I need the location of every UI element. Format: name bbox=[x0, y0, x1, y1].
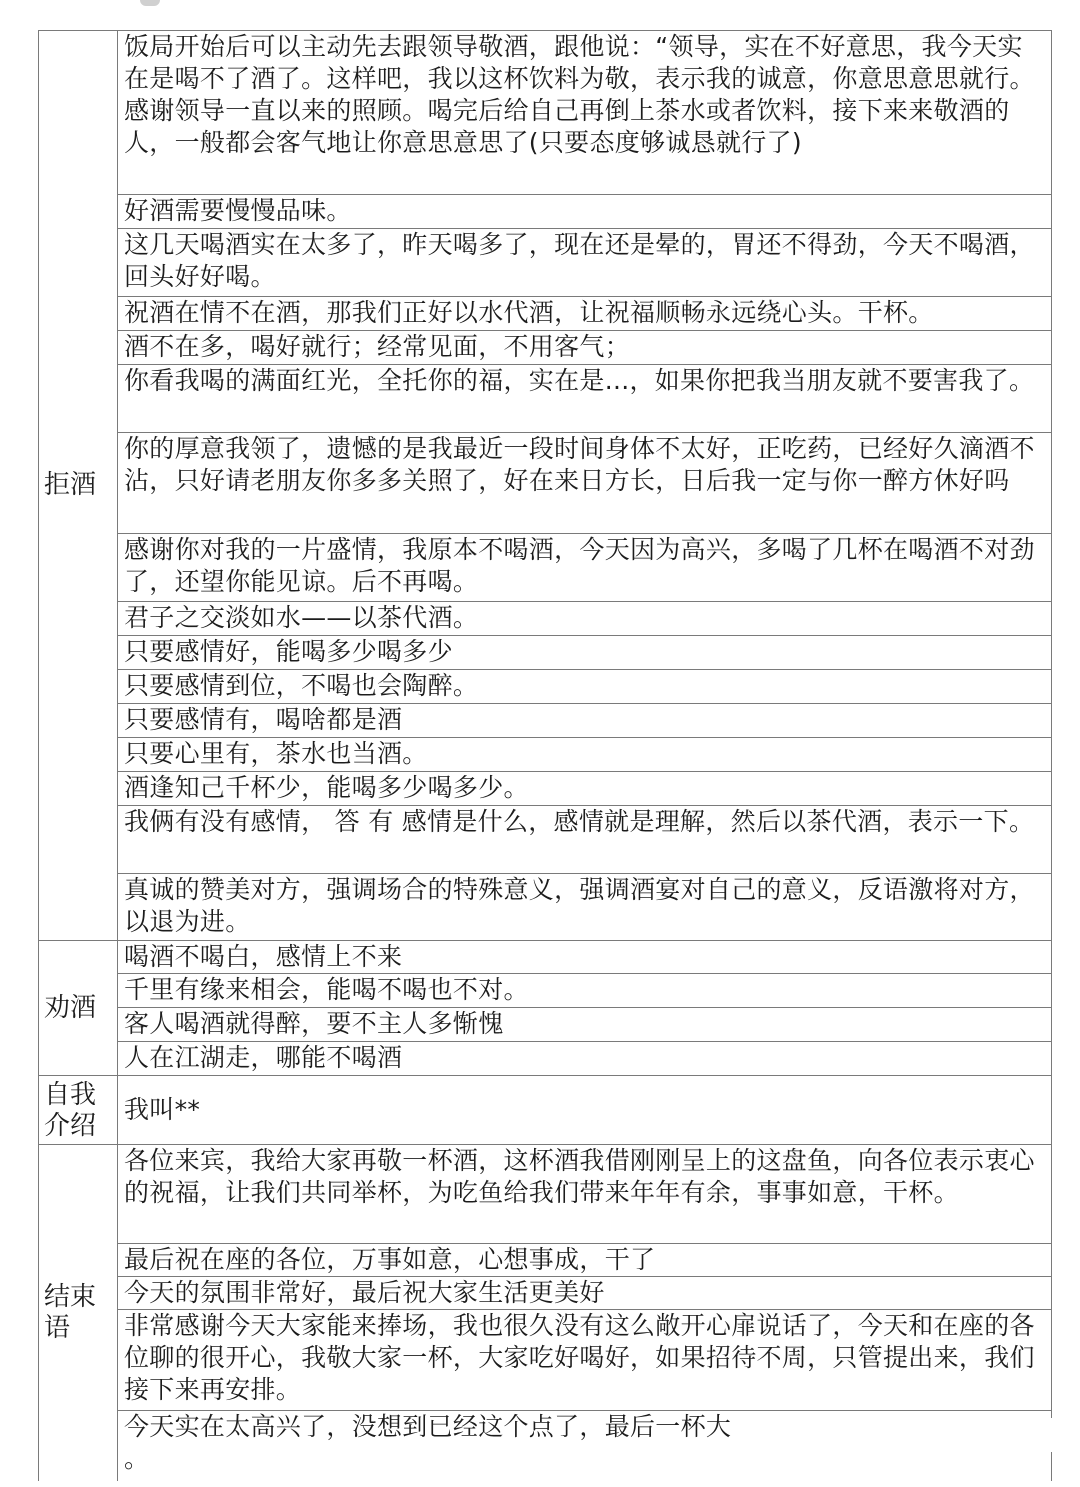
table-row[interactable]: 饭局开始后可以主动先去跟领导敬酒，跟他说：“领导，实在不好意思，我今天实在是喝不了酒了。这样吧，我以这杯饮料为敬，表示我的诚意，你意思意思就行。感谢领导一直以来的照顾。喝完后给自己再倒上茶水或者饮料，接下来来敬酒的人，一般都会客气地让你意思意思了(只要态度够诚恳就行了) bbox=[124, 32, 1035, 157]
table-row[interactable]: 祝酒在情不在酒，那我们正好以水代酒，让祝福顺畅永远绕心头。干杯。 bbox=[118, 296, 1051, 330]
table-row[interactable]: 非常感谢今天大家能来捧场，我也很久没有这么敞开心扉说话了，今天和在座的各位聊的很开心，我敬大家一杯，大家吃好喝好，如果招待不周，只管提出来，我们接下来再安排。 bbox=[118, 1309, 1051, 1410]
category-cell[interactable]: 拒酒 bbox=[39, 31, 118, 940]
group-urge-drink bbox=[39, 940, 1051, 1075]
table-row[interactable]: 酒逢知己千杯少，能喝多少喝多少。 bbox=[118, 771, 1051, 805]
table-row[interactable]: 我俩有没有感情， 答 有 感情是什么，感情就是理解，然后以茶代酒，表示一下。 bbox=[118, 805, 1051, 873]
table-row[interactable]: 只要感情有，喝啥都是酒 bbox=[118, 703, 1051, 737]
table-row[interactable]: 人在江湖走，哪能不喝酒 bbox=[118, 1041, 1051, 1075]
table-row[interactable]: 这几天喝酒实在太多了，昨天喝多了，现在还是晕的，胃还不得劲，今天不喝酒，回头好好喝。 bbox=[118, 228, 1051, 296]
table-row[interactable]: 真诚的赞美对方，强调场合的特殊意义，强调酒宴对自己的意义，反语激将对方，以退为进。 bbox=[118, 873, 1051, 940]
table-row[interactable]: 酒不在多，喝好就行；经常见面，不用客气； bbox=[118, 330, 1051, 364]
table-row[interactable]: 千里有缘来相会，能喝不喝也不对。 bbox=[118, 973, 1051, 1007]
group-rows bbox=[118, 941, 1051, 1075]
table-row[interactable]: 今天的氛围非常好，最后祝大家生活更美好 bbox=[118, 1276, 1051, 1309]
table-row[interactable]: 最后祝在座的各位，万事如意，心想事成，干了 bbox=[118, 1243, 1051, 1276]
table-row[interactable]: 感谢你对我的一片盛情，我原本不喝酒，今天因为高兴，多喝了几杯在喝酒不对劲了，还望你能见谅。后不再喝。 bbox=[118, 533, 1051, 601]
top-edge-mark bbox=[140, 0, 160, 6]
blurred-text-overlay bbox=[760, 1418, 1060, 1452]
group-self-intro bbox=[39, 1075, 1051, 1144]
category-cell[interactable]: 结束语 bbox=[39, 1145, 118, 1481]
table-row[interactable]: 喝酒不喝白，感情上不来 bbox=[124, 942, 403, 971]
group-refuse-drink bbox=[39, 30, 1051, 940]
table-row[interactable]: 今天实在太高兴了，没想到已经这个点了，最后一杯大 。 bbox=[118, 1410, 1051, 1481]
table-row[interactable]: 我叫** bbox=[124, 1095, 201, 1124]
group-rows bbox=[118, 1076, 1051, 1144]
table-row[interactable]: 客人喝酒就得醉，要不主人多惭愧 bbox=[118, 1007, 1051, 1041]
group-rows bbox=[118, 31, 1051, 940]
table-row[interactable]: 只要感情到位，不喝也会陶醉。 bbox=[118, 669, 1051, 703]
table-row[interactable]: 君子之交淡如水——以茶代酒。 bbox=[118, 601, 1051, 635]
table-row[interactable]: 只要感情好，能喝多少喝多少 bbox=[118, 635, 1051, 669]
table-row[interactable]: 你的厚意我领了，遗憾的是我最近一段时间身体不太好，正吃药，已经好久滴酒不沾，只好请老朋友你多多关照了，好在来日方长，日后我一定与你一醉方休好吗 bbox=[118, 432, 1051, 533]
table-row[interactable]: 你看我喝的满面红光，全托你的福，实在是...，如果你把我当朋友就不要害我了。 bbox=[118, 364, 1051, 432]
phrase-table bbox=[38, 30, 1052, 1481]
table-row[interactable]: 各位来宾，我给大家再敬一杯酒，这杯酒我借刚刚呈上的这盘鱼，向各位表示衷心的祝福，让我们共同举杯，为吃鱼给我们带来年年有余，事事如意，干杯。 bbox=[124, 1146, 1035, 1207]
table-row[interactable]: 好酒需要慢慢品味。 bbox=[118, 194, 1051, 228]
category-cell[interactable]: 劝酒 bbox=[39, 941, 118, 1075]
category-cell[interactable]: 自我介绍 bbox=[39, 1076, 118, 1144]
table-row[interactable]: 只要心里有，茶水也当酒。 bbox=[118, 737, 1051, 771]
